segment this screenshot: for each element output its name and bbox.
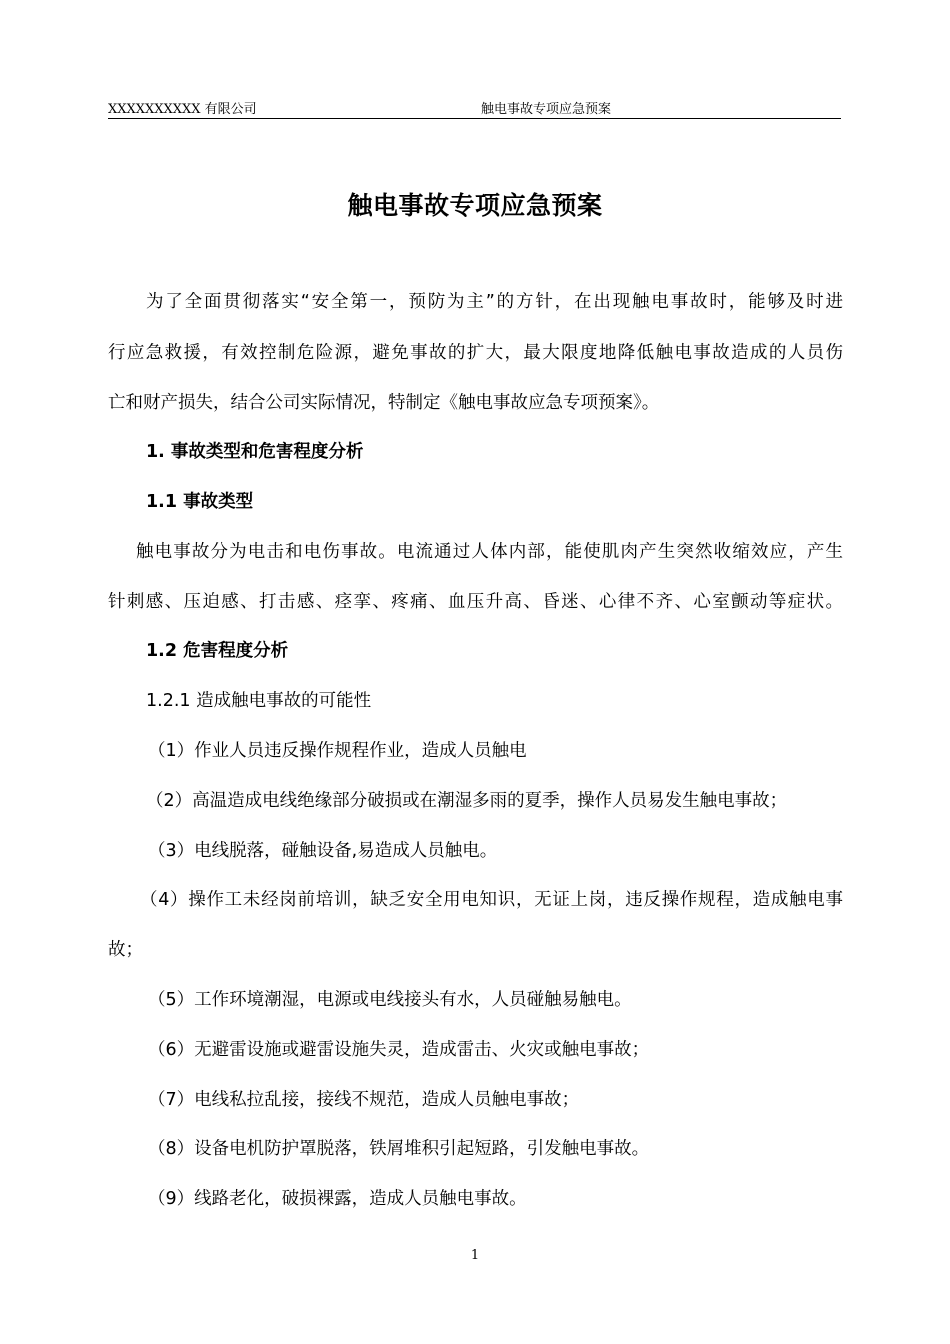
list-item-3: （3）电线脱落，碰触设备,易造成人员触电。 [148, 841, 498, 861]
list-item-4-line-1: （4）操作工未经岗前培训，缺乏安全用电知识，无证上岗，违反操作规程，造成触电事 [140, 890, 843, 910]
list-item-7: （7）电线私拉乱接，接线不规范，造成人员触电事故； [148, 1090, 580, 1110]
list-item-6: （6）无避雷设施或避雷设施失灵，造成雷击、火灾或触电事故； [148, 1040, 650, 1060]
page-number: 1 [470, 1248, 480, 1263]
list-item-8: （8）设备电机防护罩脱落，铁屑堆积引起短路，引发触电事故。 [148, 1139, 650, 1159]
header-company: XXXXXXXXXX 有限公司 [108, 102, 257, 117]
list-item-5: （5）工作环境潮湿，电源或电线接头有水，人员碰触易触电。 [148, 990, 632, 1010]
header-doc-title: 触电事故专项应急预案 [481, 102, 612, 117]
section-1-1-line-1: 触电事故分为电击和电伤事故。电流通过人体内部，能使肌肉产生突然收缩效应，产生 [136, 542, 843, 562]
section-1-1-heading: 1.1 事故类型 [146, 492, 254, 512]
section-1-heading: 1. 事故类型和危害程度分析 [146, 442, 364, 462]
list-item-1: （1）作业人员违反操作规程作业，造成人员触电 [148, 741, 527, 761]
document-title: 触电事故专项应急预案 [347, 191, 603, 220]
list-item-9: （9）线路老化，破损裸露，造成人员触电事故。 [148, 1189, 527, 1209]
list-item-2: （2）高温造成电线绝缘部分破损或在潮湿多雨的夏季，操作人员易发生触电事故； [146, 791, 788, 811]
section-1-2-1-subheading: 1.2.1 造成触电事故的可能性 [146, 691, 372, 711]
section-1-1-line-2: 针刺感、压迫感、打击感、痉挛、疼痛、血压升高、昏迷、心律不齐、心室颤动等症状。 [108, 592, 843, 612]
section-1-2-heading: 1.2 危害程度分析 [146, 641, 289, 661]
page-header [108, 96, 841, 119]
intro-line-3: 亡和财产损失，结合公司实际情况，特制定《触电事故应急专项预案》。 [108, 393, 660, 413]
intro-line-2: 行应急救援，有效控制危险源，避免事故的扩大，最大限度地降低触电事故造成的人员伤 [108, 343, 843, 363]
list-item-4-line-2: 故； [108, 940, 143, 960]
intro-line-1: 为了全面贯彻落实“安全第一，预防为主”的方针，在出现触电事故时，能够及时进 [146, 292, 843, 312]
